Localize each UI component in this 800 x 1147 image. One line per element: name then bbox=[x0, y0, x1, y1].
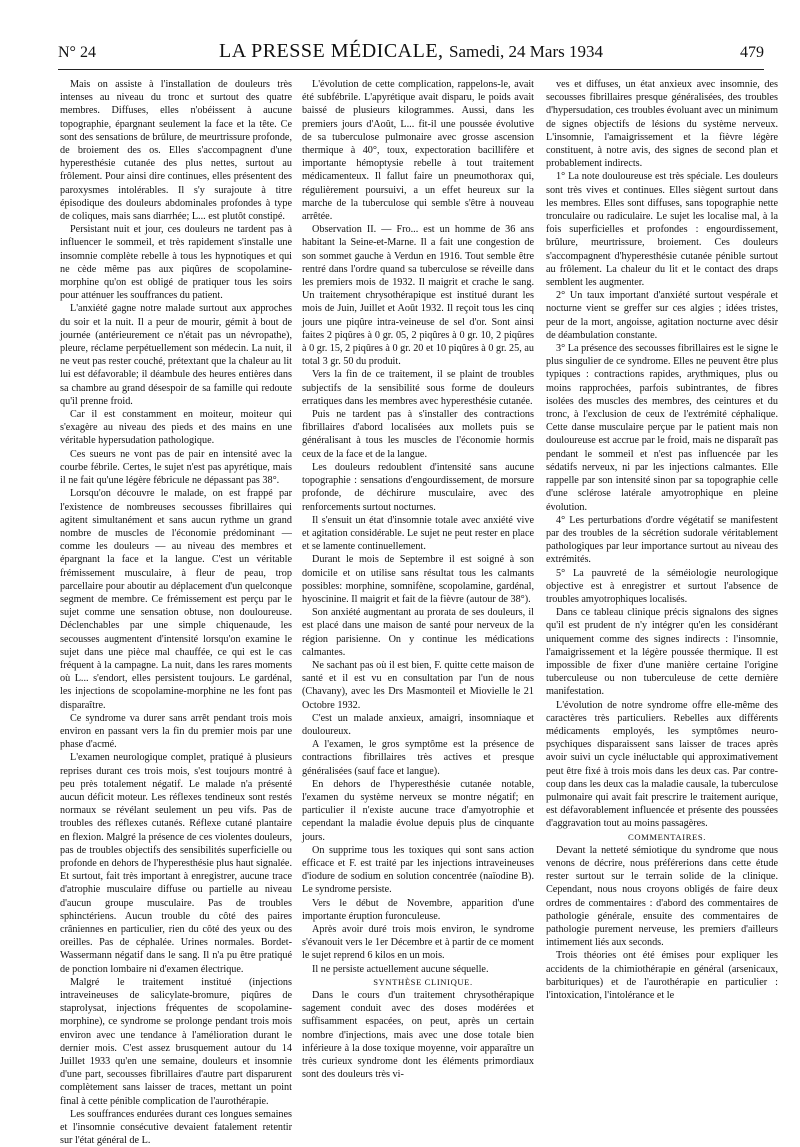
body-paragraph: On supprime tous les toxiques qui sont sans action efficace et F. est traité par les injections intraveineuses d'iodure de sodium en solution concentrée (naïodine B). Le syndrome persiste. bbox=[302, 844, 534, 896]
section-heading: SYNTHÈSE CLINIQUE. bbox=[373, 976, 473, 987]
body-paragraph: Malgré le traitement institué (injections intraveineuses de salicylate-bromure, piqûres de staprolysat, injections fréquentes de scopolamine-morphine), ce syndrome se prolonge pendant trois mois environ avec une tendance à l'amélioration durant le dernier mois. C'est assez brusquement autour du 14 Juillet 1933 qu'en une semaine, douleurs et insomnie d'une part, secousses fibrillaires d'autre part disparurent complètement sans laisser de traces, mettant un point final à cette pénible complication de l'aurothérapie. bbox=[60, 976, 292, 1107]
body-paragraph: 2° Un taux important d'anxiété surtout vespérale et nocturne vient se greffer sur ces algies ; idées tristes, peur de la mort, angoisse, agitation nocturne avec désir de déambulation constante. bbox=[546, 290, 778, 341]
body-paragraph: Ce syndrome va durer sans arrêt pendant trois mois environ en passant vers la fin du premier mois par une phase d'acmé. bbox=[60, 712, 292, 751]
body-paragraph: Après avoir duré trois mois environ, le syndrome s'évanouit vers le 1er Décembre et à partir de ce moment le sujet reprend 6 kilos en un mois. bbox=[302, 924, 534, 962]
body-paragraph: Dans ce tableau clinique précis signalons des signes qu'il est prudent de n'y intégrer qu'en les considérant uniquement comme des signes indirects : l'insomnie, l'amaigrissement et la légère poussée thermique. Il est impossible de fixer d'une manière certaine l'origine tuberculeuse ou non tuberculeuse de cette dernière manifestation. bbox=[546, 607, 778, 698]
body-paragraph: Les douleurs redoublent d'intensité sans aucune topographie : sensations d'engourdissement, de morsure profonde, de déchirure musculaire, avec des renforcements surtout nocturnes. bbox=[302, 461, 534, 513]
issue-date: Samedi, 24 Mars 1934 bbox=[449, 42, 603, 61]
body-paragraph: 1° La note douloureuse est très spéciale. Les douleurs sont très vives et continues. Elles siègent surtout dans les membres. Elles sont diffuses, sans topographie nette tronculaire ou radiculaire. Le sujet les localise mal, à la fois superficielles et profondes : engourdissement, brûlure, meurtrissure, broiement. Ces douleurs s'accompagnent d'hyperesthésie cutanée pénible surtout au frôlement. La chaleur du lit et le contact des draps semblent les augmenter. bbox=[546, 171, 778, 289]
body-paragraph: Lorsqu'on découvre le malade, on est frappé par l'existence de nombreuses secousses fibrillaires qui agitent simultanément et sans aucun rythme un grand nombre de muscles de l'économie prédominant — comme les douleurs — au niveau des membres et épargnant la face et la langue. C'est un véritable frémissement musculaire, à fleur de peau, trop parcellaire pour aboutir au déplacement d'un quelconque segment de membre. Ce frémissement est perçu par le sujet comme une sensation obtuse, non douloureuse. Déclenchables par une simple chiquenaude, les secousses augmentent d'intensité lorsqu'on examine le sujet dans une pièce mal chauffée, ce qui est le cas fréquent à la campagne. La nuit, dans les rares moments où L... s'endort, elles persistent toujours. Le gardénal, les injections de scopolamine-morphine ne les font pas disparaître. bbox=[60, 488, 292, 711]
body-paragraph: 3° La présence des secousses fibrillaires est le signe le plus singulier de ce syndrome. Elles ne peuvent être plus typiques : contractions rapides, arythmiques, plus ou moins rapprochées, parfois subintrantes, de fibres isolées des muscles des membres, des ceintures et du tronc, à l'exclusion de ceux de l'extrémité céphalique. Cette danse musculaire perçue par le patient mais non douloureuse est accrue par le froid, mais ne disparaît pas pendant le sommeil et n'est pas influencée par les sédatifs nerveux, ni par les injections calmantes. Elle rappelle par son intensité sinon par sa topographie celle d'une sclérose latérale amyotrophique en pleine évolution. bbox=[546, 343, 778, 513]
column-middle bbox=[302, 78, 534, 1081]
issue-number: N° 24 bbox=[58, 44, 96, 61]
page-number: 479 bbox=[740, 44, 764, 61]
body-paragraph: 5° La pauvreté de la séméiologie neurologique objective est à enregistrer et surtout l'absence de troubles amyotrophiques localisés. bbox=[546, 567, 778, 605]
body-paragraph: L'anxiété gagne notre malade surtout aux approches du soir et la nuit. Il a peur de mourir, gémit à bout de journée (antérieurement ce n'était pas un névropathe), pleure, réclame perpétuellement son médecin. La nuit, il ne veut pas rester couché, prétextant que la chaleur au lit lui est défavorable; il déambule des heures entières dans sa chambre au grand désespoir de sa famille qui redoute qu'il prenne froid. bbox=[60, 303, 292, 407]
body-paragraph: Durant le mois de Septembre il est soigné à son domicile et on utilise sans résultat tous les calmants possibles: morphine, somnifène, scopolamine, gardénal, hyoscinine. Il maigrit et fait de la fièvre (autour de 38°). bbox=[302, 554, 534, 605]
body-paragraph: Vers la fin de ce traitement, il se plaint de troubles subjectifs de la sensibilité sous forme de douleurs erratiques dans les membres avec hyperesthésie cutanée. bbox=[302, 369, 534, 407]
body-paragraph: Il ne persiste actuellement aucune séquelle. bbox=[312, 963, 489, 975]
body-paragraph: Persistant nuit et jour, ces douleurs ne tardent pas à influencer le sommeil, et très rapidement s'installe une insomnie complète rebelle à tous les hypnotiques et qui ne cède même pas aux piqûres de scopolamine-morphine qu'on est obligé de pratiquer tous les soirs pour atténuer les souffrances du patient. bbox=[60, 224, 292, 302]
body-paragraph: ves et diffuses, un état anxieux avec insomnie, des secousses fibrillaires presque généralisées, des troubles d'hypersudation, ces troubles évoluant avec un minimum de signes objectifs de lésions du système nerveux. L'insomnie, l'amaigrissement et la fièvre légère constituent, à notre avis, des signes de second plan et probablement indirects. bbox=[546, 79, 778, 170]
body-paragraph: Son anxiété augmentant au prorata de ses douleurs, il est placé dans une maison de santé pour nerveux de la région parisienne. On y continue les médications calmantes. bbox=[302, 607, 534, 658]
column-right bbox=[546, 78, 778, 1074]
body-paragraph: Devant la netteté sémiotique du syndrome que nous venons de décrire, nous préférerions dans cette étude rester surtout sur le terrain solide de la clinique. Cependant, nous nous croyons obligés de faire deux ordres de commentaires : d'abord des commentaires de pathologie générale, ensuite des commentaires de pathologie purement nerveuse, les premiers d'ailleurs intimement liés aux seconds. bbox=[546, 844, 778, 949]
body-paragraph: En dehors de l'hyperesthésie cutanée notable, l'examen du système nerveux se montre négatif; en particulier il n'existe aucune trace d'amyotrophie et cependant la maladie évolue depuis plus de cinquante jours. bbox=[302, 778, 534, 843]
body-paragraph: Mais on assiste à l'installation de douleurs très intenses au niveau du tronc et surtout des quatre membres. Diffuses, elles n'obéissent à aucune topographie, épargnant seulement la face et la tête. Ce sont des sensations de brûlure, de meurtrissure profonde, de broiement des os. Elles s'accompagnent d'une hyperesthésie cutanée des plus nettes, surtout au frôlement. Pour ainsi dire continues, elles présentent des paroxysmes intolérables. Il s'y surajoute à titre épisodique des douleurs abdominales profondes à type de coliques, mais sans diarrhée; L... est plutôt constipé. bbox=[60, 79, 292, 223]
page-header bbox=[58, 40, 764, 68]
body-paragraph: Car il est constamment en moiteur, moiteur qui s'exagère au niveau des pieds et des mains en une véritable hypersudation pathologique. bbox=[60, 409, 292, 447]
body-paragraph: Trois théories ont été émises pour expliquer les accidents de la chimiothérapie en général (arsenicaux, barbituriques) et de l'aurothérapie en particulier : l'intoxication, l'intolérance et le bbox=[546, 950, 778, 1002]
body-paragraph: Ne sachant pas où il est bien, F. quitte cette maison de santé et il est vu en consultation par l'un de nous (Chavany), avec les Drs Masmonteil et Miovielle le 21 Octobre 1932. bbox=[302, 659, 534, 711]
header-rule bbox=[58, 69, 764, 70]
body-paragraph: Puis ne tardent pas à s'installer des contractions fibrillaires d'abord localisées aux mollets puis se généralisant à tous les muscles de l'économie hormis ceux de la face et de la langue. bbox=[302, 409, 534, 460]
body-paragraph: Ces sueurs ne vont pas de pair en intensité avec la courbe fébrile. Certes, le sujet n'est pas apyrétique, mais il ne fait qu'une légère fébricule ne dépassant pas 38°. bbox=[60, 448, 292, 487]
body-paragraph: L'examen neurologique complet, pratiqué à plusieurs reprises durant ces trois mois, s'est toujours montré à peu près totalement négatif. Le malade n'a présenté aucun déficit moteur. Les réflexes tendineux sont restés normaux se révélant seulement un peu vifs. Pas de troubles des réflexes cutanés. Réflexe cutané plantaire en flexion. Malgré la présence de ces violentes douleurs, pas de troubles objectifs des sensibilités superficielle ou profonde en dehors de l'hyperesthésie plus haut signalée. Et surtout, fait très important à enregistrer, aucune trace d'atrophie musculaire diffuse ou partielle au niveau d'aucun groupe musculaire. Pas de troubles sphinctériens. Aucun trouble du côté des paires crâniennes en particulier, rien du côté des yeux ou des oreilles. Pas de céphalée. Urines normales. Bordet-Wassermann négatif dans le sang. Il n'a pu être pratiqué de ponction lombaire ni d'examen électrique. bbox=[60, 752, 292, 975]
body-paragraph: L'évolution de notre syndrome offre elle-même des caractères très particuliers. Rebelles aux différents médicaments employés, les symptômes neuro-psychiques disparaissent sans laisser de traces après avoir suivi un cycle inéluctable qui approximativement peut être fixé à trois mois dans les deux cas. Par contre-coup dans les deux cas la maladie causale, la tuberculose pulmonaire qui avait fait prescrire le traitement aurique, est défavorablement influencée et présente des poussées d'aggravation tout au moins passagères. bbox=[546, 699, 778, 830]
body-paragraph: Vers le début de Novembre, apparition d'une importante éruption furonculeuse. bbox=[302, 897, 534, 922]
column-left bbox=[60, 78, 292, 1147]
body-paragraph: Observation II. — Fro... est un homme de 36 ans habitant la Seine-et-Marne. Il a fait une congestion de son sommet gauche à Verdun en 1916. Tout semble être rentré dans l'ordre quand sa tuberculose se réveille dans les premiers mois de 1932. Il maigrit et crache le sang. Un traitement chrysothérapique est institué durant les mois de Juin, Juillet et Août 1932. Il reçoit tous les cinq jours une piqûre intra-veineuse de sel d'or. Sont ainsi faites 2 piqûres à 0 gr. 05, 2 piqûres à 0 gr. 10, 2 piqûres à 0 gr. 15, 2 piqûres à 0 gr. 20 et 10 piqûres à 0 gr. 25, au total 3 gr. 50 du produit. bbox=[302, 224, 534, 368]
body-paragraph: C'est un malade anxieux, amaigri, insomniaque et douloureux. bbox=[302, 712, 534, 737]
body-paragraph: A l'examen, le gros symptôme est la présence de contractions fibrillaires très actives et presque généralisées (sauf face et langue). bbox=[302, 739, 534, 777]
journal-masthead bbox=[58, 40, 764, 63]
body-paragraph: Dans le cours d'un traitement chrysothérapique sagement conduit avec des doses modérées et suffisamment espacées, on peut, après un certain nombre d'injections, mais avec une dose totale bien inférieure à la dose toxique moyenne, voir apparaître un très curieux syndrome dont les éléments primordiaux sont des douleurs très vi- bbox=[302, 990, 534, 1081]
body-paragraph: L'évolution de cette complication, rappelons-le, avait été subfébrile. L'apyrétique avait disparu, le poids avait baissé de plusieurs kilogrammes. Aussi, dans les premiers jours d'Août, L... fit-il une poussée évolutive de sa tuberculose pulmonaire avec grosse ascension thermique à 40°, toux, expectoration bacillifère et importante hémoptysie rebelle à tout traitement médicamenteux. Il fallut faire un pneumothorax qui, régulièrement poursuivi, a un effet heureux sur la marche de la tuberculose qui semble s'être à nouveau arrêtée. bbox=[302, 79, 534, 223]
body-paragraph: Les souffrances endurées durant ces longues semaines et l'insomnie consécutive devaient fatalement retentir sur l'état général de L. bbox=[60, 1108, 292, 1147]
section-heading: COMMENTAIRES. bbox=[627, 831, 706, 842]
body-paragraph: 4° Les perturbations d'ordre végétatif se manifestent par des troubles de la sécrétion sudorale véritablement pathologiques par leur importance surtout au niveau des extrémités. bbox=[546, 514, 778, 566]
body-paragraph: Il s'ensuit un état d'insomnie totale avec anxiété vive et agitation considérable. Le sujet ne peut rester en place et se lamente continuellement. bbox=[302, 514, 534, 553]
journal-title: LA PRESSE MÉDICALE, bbox=[219, 40, 444, 62]
